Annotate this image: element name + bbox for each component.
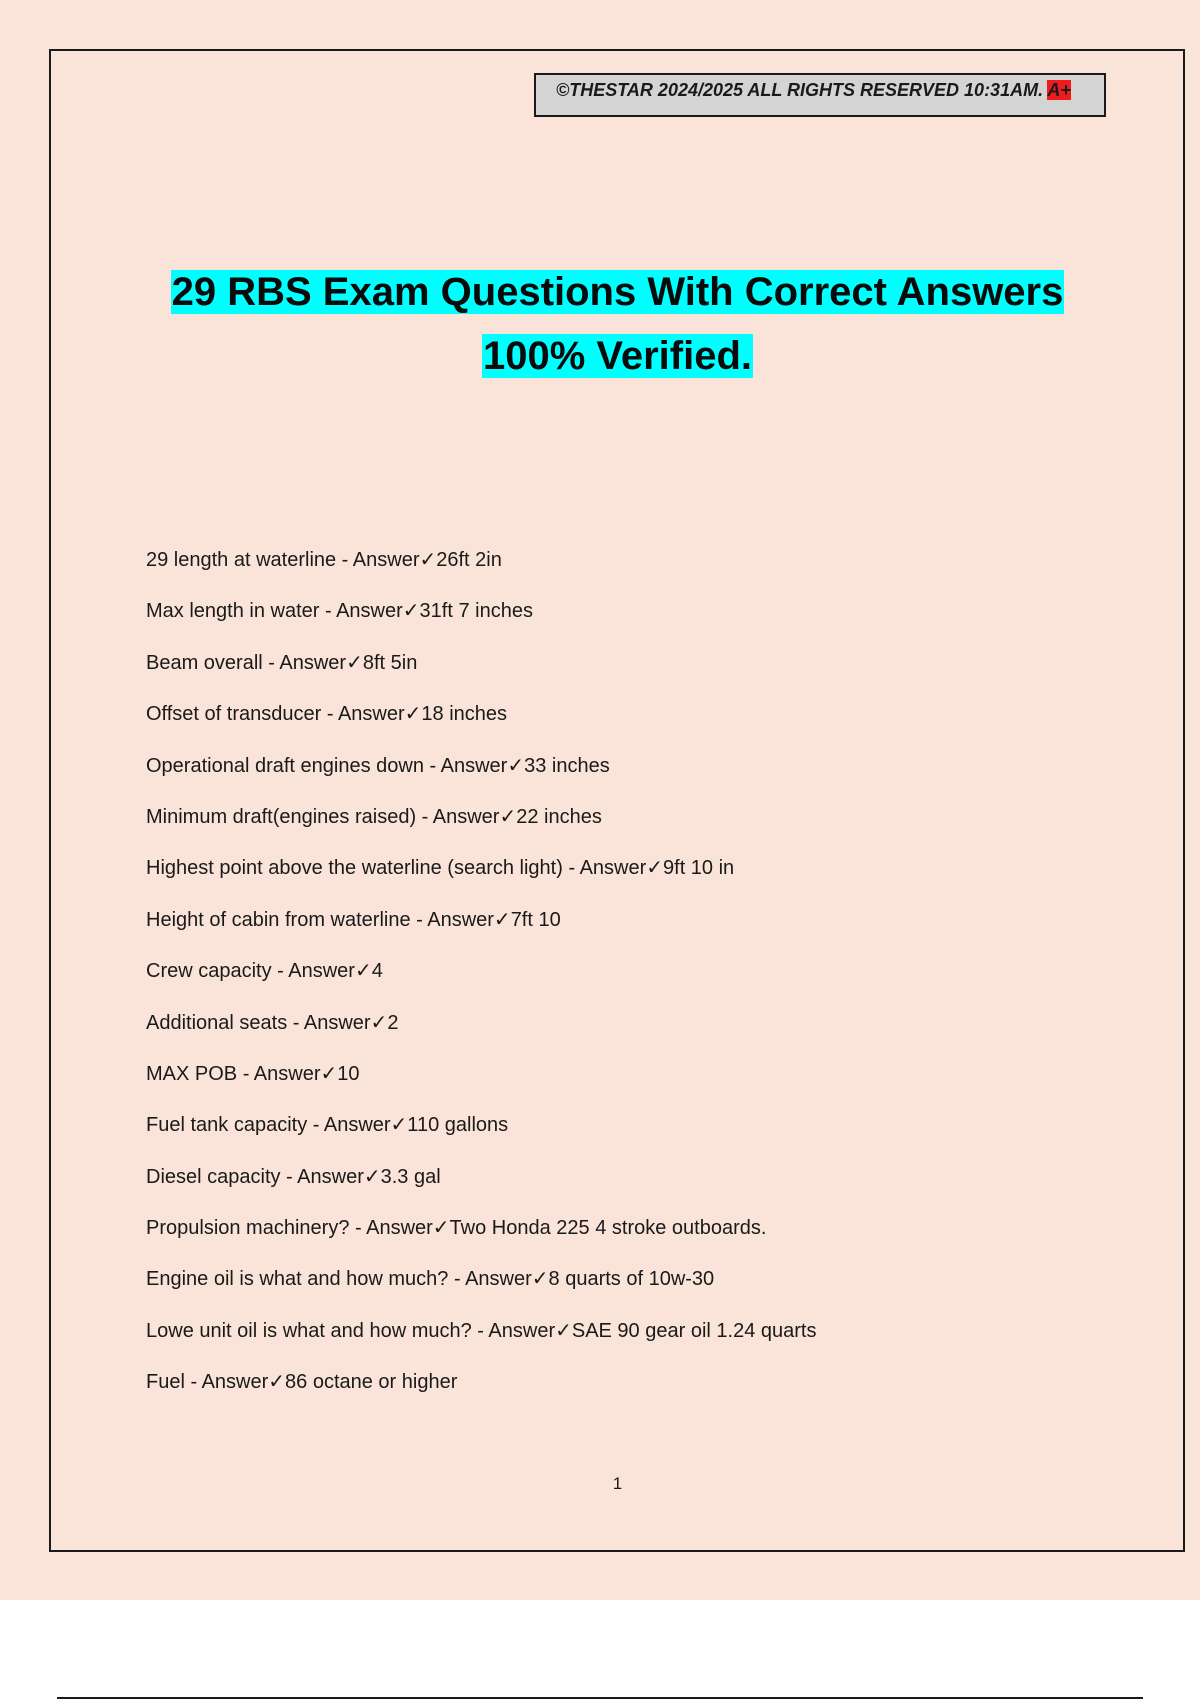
qa-list: [146, 543, 816, 1417]
page-number: 1: [612, 1474, 623, 1493]
qa-item: Diesel capacity - Answer✓3.3 gal: [146, 1165, 441, 1188]
qa-item: Fuel - Answer✓86 octane or higher: [146, 1371, 458, 1394]
qa-item: Additional seats - Answer✓2: [146, 1011, 399, 1034]
qa-item: Beam overall - Answer✓8ft 5in: [146, 651, 418, 674]
qa-item: Engine oil is what and how much? - Answer✓8 quarts of 10w-30: [146, 1268, 715, 1291]
qa-item: Height of cabin from waterline - Answer✓7ft 10: [146, 908, 561, 931]
grade-badge: A+: [1047, 80, 1071, 100]
qa-item: MAX POB - Answer✓10: [146, 1062, 360, 1085]
qa-item: Propulsion machinery? - Answer✓Two Honda 225 4 stroke outboards.: [146, 1217, 767, 1240]
copyright-banner: [534, 73, 1106, 117]
qa-item: Crew capacity - Answer✓4: [146, 960, 383, 983]
qa-item: 29 length at waterline - Answer✓26ft 2in: [146, 549, 502, 571]
document-title: [0, 260, 1200, 388]
qa-item: Offset of transducer - Answer✓18 inches: [146, 703, 508, 726]
qa-item: Operational draft engines down - Answer✓33 inches: [146, 754, 610, 777]
qa-item: Lowe unit oil is what and how much? - Answer✓SAE 90 gear oil 1.24 quarts: [146, 1319, 817, 1342]
qa-item: Highest point above the waterline (search light) - Answer✓9ft 10 in: [146, 857, 735, 880]
footer-divider: [57, 1697, 1143, 1699]
title-line-1: 29 RBS Exam Questions With Correct Answers: [171, 270, 1064, 314]
copyright-text: ©THESTAR 2024/2025 ALL RIGHTS RESERVED 10:31AM.: [556, 80, 1044, 100]
qa-item: Max length in water - Answer✓31ft 7 inches: [146, 600, 533, 623]
title-line-2: 100% Verified.: [482, 334, 753, 378]
qa-item: Fuel tank capacity - Answer✓110 gallons: [146, 1114, 509, 1137]
qa-item: Minimum draft(engines raised) - Answer✓22 inches: [146, 805, 602, 828]
